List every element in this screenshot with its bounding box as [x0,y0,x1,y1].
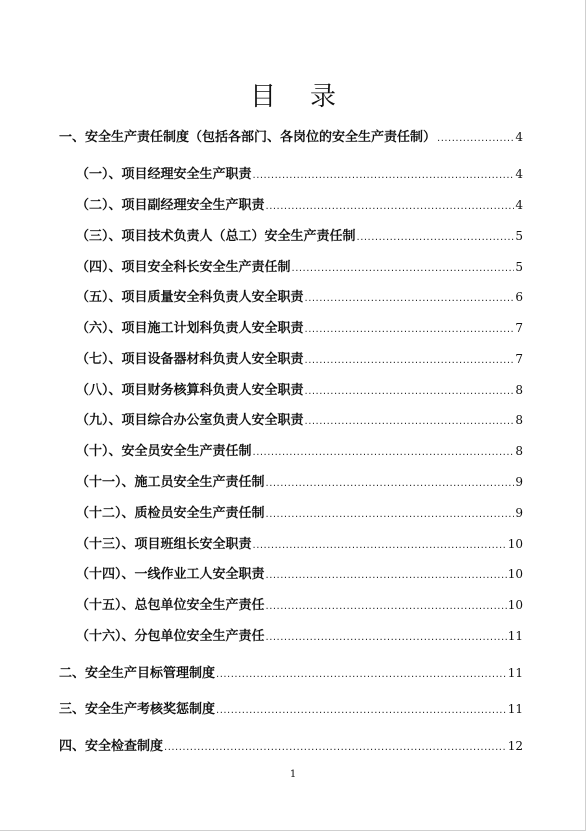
toc-entry-page: 11 [507,666,523,680]
dot-leader [292,260,515,278]
toc-entry[interactable] [76,535,523,553]
dot-leader [266,598,507,616]
toc-entry[interactable] [59,700,523,718]
toc-entry-label: （四）、项目安全科长安全生产责任制 [76,260,291,275]
toc-entry-page: 6 [515,290,523,304]
toc-entry-label: （十三）、项目班组长安全职责 [76,537,252,552]
toc-entry-label: （十四）、一线作业工人安全职责 [76,567,265,582]
toc-entry-page: 11 [507,702,523,716]
toc-entry-page: 8 [515,444,523,458]
toc-entry[interactable] [76,504,523,522]
dot-leader [305,413,515,431]
dot-leader [253,537,507,555]
toc-entry-label: （九）、项目综合办公室负责人安全职责 [76,413,304,428]
toc-entry-page: 11 [507,629,523,643]
toc-entry[interactable] [76,227,523,245]
toc-entry[interactable] [76,627,523,645]
toc-entry[interactable] [59,664,523,682]
toc-entry[interactable] [76,411,523,429]
toc-entry-label: 三、安全生产考核奖惩制度 [59,702,216,717]
toc-entry[interactable] [59,737,523,755]
dot-leader [266,475,515,493]
toc-entry-page: 8 [515,383,523,397]
toc-entry-page: 5 [515,260,523,274]
toc-entry-label: （一）、项目经理安全生产职责 [76,167,252,182]
toc-entry-page: 9 [515,475,523,489]
title-char-1: 目 [249,82,276,112]
toc-entry-label: （十二）、质检员安全生产责任制 [76,506,265,521]
toc-entry-label: 四、安全检查制度 [59,739,164,754]
dot-leader [216,702,507,720]
toc-entry-label: （三）、项目技术负责人（总工）安全生产责任制 [76,229,356,244]
dot-leader [305,290,515,308]
toc-entry-page: 9 [515,506,523,520]
toc-entry-page: 4 [515,198,523,212]
toc-entry-page: 5 [515,229,523,243]
dot-leader [305,352,515,370]
dot-leader [266,198,515,216]
toc-entry-page: 10 [507,598,523,612]
toc-entry-label: （十五）、总包单位安全生产责任 [76,598,265,613]
dot-leader [266,629,507,647]
toc-entry-page: 8 [515,413,523,427]
page-title [0,76,586,113]
toc-entry[interactable] [76,258,523,276]
toc-entry[interactable] [59,128,523,146]
toc-entry-page: 10 [507,537,523,551]
dot-leader [216,666,507,684]
toc-entry-label: 一、安全生产责任制度（包括各部门、各岗位的安全生产责任制） [59,130,437,145]
dot-leader [253,167,515,185]
dot-leader [357,229,515,247]
dot-leader [305,321,515,339]
dot-leader [305,383,515,401]
toc-entry-page: 12 [507,739,523,753]
page-number: 1 [289,769,297,780]
toc-entry[interactable] [76,196,523,214]
toc-entry-label: （十一）、施工员安全生产责任制 [76,475,265,490]
toc-entry-label: （五）、项目质量安全科负责人安全职责 [76,290,304,305]
toc-entry[interactable] [76,350,523,368]
toc-entry[interactable] [76,442,523,460]
toc-entry-page: 7 [515,352,523,366]
toc-entry[interactable] [76,565,523,583]
toc-entry-page: 4 [515,130,523,144]
toc-entry[interactable] [76,288,523,306]
dot-leader [266,567,507,585]
toc-entry-page: 4 [515,167,523,181]
dot-leader [164,739,507,757]
toc-entry-label: 二、安全生产目标管理制度 [59,666,216,681]
toc-entry-label: （十）、安全员安全生产责任制 [76,444,252,459]
title-char-2: 录 [310,82,337,112]
dot-leader [266,506,515,524]
dot-leader [253,444,515,462]
toc-entry-page: 7 [515,321,523,335]
toc-entry[interactable] [76,319,523,337]
toc-entry-label: （六）、项目施工计划科负责人安全职责 [76,321,304,336]
dot-leader [437,130,514,148]
toc-entry[interactable] [76,165,523,183]
toc-entry-label: （七）、项目设备器材科负责人安全职责 [76,352,304,367]
toc-entry-page: 10 [507,567,523,581]
toc-entry[interactable] [76,381,523,399]
toc-entry[interactable] [76,596,523,614]
toc-entry-label: （八）、项目财务核算科负责人安全职责 [76,383,304,398]
toc-entry[interactable] [76,473,523,491]
toc-entry-label: （二）、项目副经理安全生产职责 [76,198,265,213]
toc-entry-label: （十六）、分包单位安全生产责任 [76,629,265,644]
